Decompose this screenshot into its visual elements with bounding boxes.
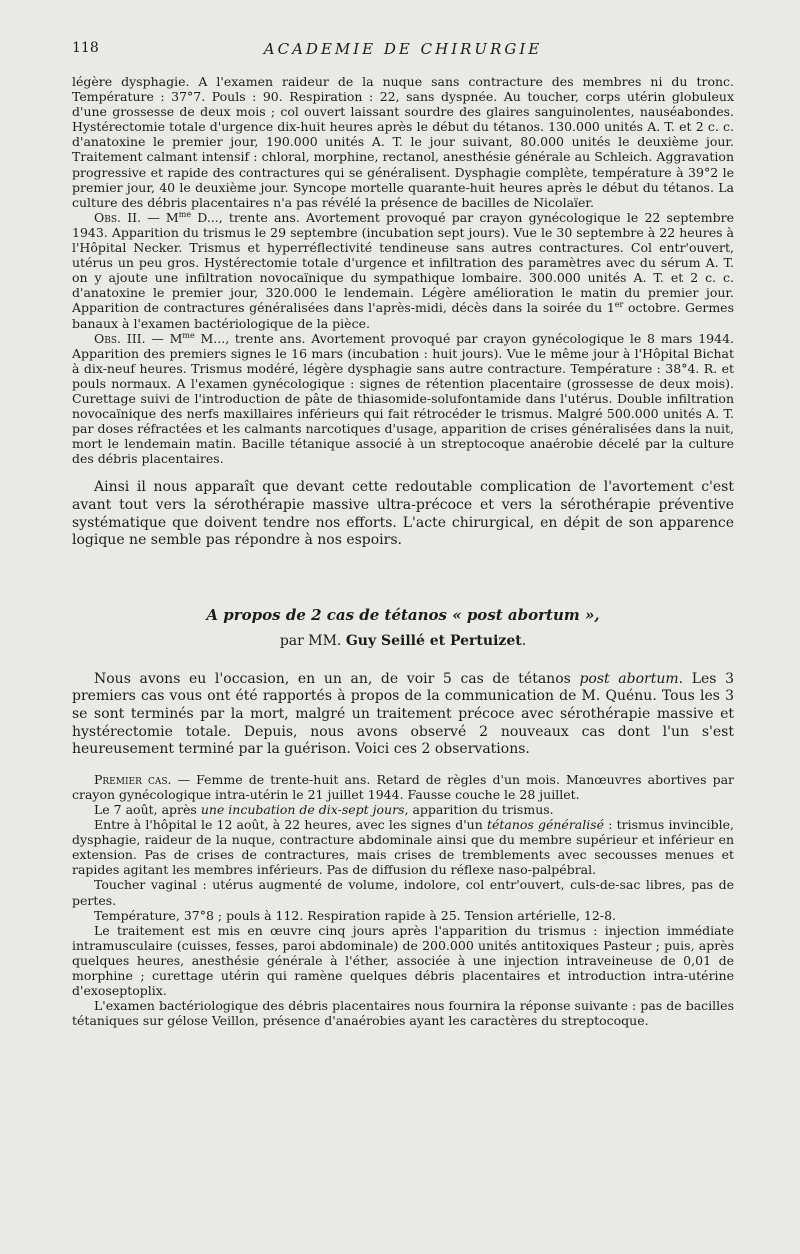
case-1-incubation: Le 7 août, après une incubation de dix-sept jours, apparition du trismus. (94, 801, 554, 817)
page-number: 118 (72, 40, 99, 56)
case-1-signs: Entre à l'hôpital le 12 août, à 22 heures, avec les signes d'un tétanos généralisé : trismus invincible, dysphagie, raideur de la nuque, contracture abdominale ainsi que du membre supérieur et inférieur en extension. Pas de crises de contractures, mais crises de tremblements avec secousses menues et rapides agitant les membres inférieurs. Pas de diffusion du réflexe naso-palpébral. (72, 817, 734, 878)
observation-2: Obs. II. — $M^{me}$ D..., trente ans. Avortement provoqué par crayon gynécologique le 22 septembre 1943. Apparition du trismus le 29 septembre (incubation sept jours). Vue le 30 septembre à 22 heures à l'Hôpital Necker. Trismus et hyperréflectivité tendineuse sans autres contractures. Col entr'ouvert, utérus un peu gros. Hystérectomie totale d'urgence et infiltration des paramètres avec du sérum A. T. on y ajoute une infiltration novocaïnique du sympathique lombaire. 300.000 unités A. T. et 2 c. c. d'anatoxine le premier jour, 320.000 le lendemain. Légère amélioration le matin du premier jour. Apparition de contractures généralisées dans l'après-midi, décès dans la soirée du 1er octobre. Germes banaux à l'examen bactériologique de la pièce. (72, 209, 735, 331)
author-names: Guy Seillé et Pertuizet (345, 632, 522, 649)
observation-2-label: Obs. II. (94, 209, 142, 225)
case-1-vitals: Température, 37°8 ; pouls à 112. Respiration rapide à 25. Tension artérielle, 12-8. (94, 907, 616, 923)
article-title: A propos de 2 cas de tétanos « post abortum », (206, 605, 600, 624)
case-continuation-paragraph: légère dysphagie. A l'examen raideur de la nuque sans contracture des membres ni du tronc. Température : 37°7. Pouls : 90. Respiration : 22, sans dyspnée. Au toucher, corps utérin globuleux d'une grossesse de deux mois ; col ouvert laissant sourdre des glaires sanguinolentes, nauséabondes. Hystérectomie totale d'urgence dix-huit heures après le début du tétanos. 130.000 unités A. T. et 2 c. c. d'anatoxine le premier jour, 190.000 unités A. T. le jour suivant, 80.000 unités le deuxième jour. Traitement calmant intensif : chloral, morphine, rectanol, anesthésie générale au Schleich. Aggravation progressive et rapide des contractures qui se généralisent. Dysphagie complète, température à 39°2 le premier jour, 40 le deuxième jour. Syncope mortelle quarante-huit heures après le début du tétanos. La culture des débris placentaires n'a pas révélé la présence de bacilles de Nicolaïer. (72, 74, 734, 210)
running-title: ACADEMIE DE CHIRURGIE (263, 40, 543, 58)
observation-3-label: Obs. III. (94, 330, 146, 346)
observation-3: Obs. III. — $M^{me}$ M..., trente ans. Avortement provoqué par crayon gynécologique le 8 mars 1944. Apparition des premiers signes le 16 mars (incubation : huit jours). Vue le même jour à l'Hôpital Bichat à dix-neuf heures. Trismus modéré, légère dysphagie sans autre contracture. Température : 38°4. R. et pouls normaux. A l'examen gynécologique : signes de rétention placentaire (grossesse de deux mois). Curettage suivi de l'introduction de pâte de thiasomide-solufontamide dans l'utérus. Double infiltration novocaïnique des nerfs maxillaires inférieurs qui fait rétrocéder le trismus. Malgré 500.000 unités A. T. par doses réfractées et les calmants narcotiques d'usage, apparition de crises généralisées dans la nuit, mort le lendemain matin. Bacille tétanique associé à un streptocoque anaérobie décelé par la culture des débris placentaires. (72, 330, 735, 467)
conclusion-paragraph: Ainsi il nous apparaît que devant cette redoutable complication de l'avortement c'est avant tout vers la sérothérapie massive ultra-précoce et vers la sérothérapie préventive systématique que doivent tendre nos efforts. L'acte chirurgical, en dépit de son apparence logique ne semble pas répondre à nos espoirs. (72, 479, 734, 549)
page-body (72, 74, 734, 1028)
case-1-bacteriology: L'examen bactériologique des débris placentaires nous fournira la réponse suivante : pas de bacilles tétaniques sur gélose Veillon, présence d'anaérobies ayant les caractères du streptocoque. (72, 998, 734, 1029)
case-1-vaginal-exam: Toucher vaginal : utérus augmenté de volume, indolore, col entr'ouvert, culs-de-sac libres, pas de pertes. (72, 877, 734, 908)
case-1-label: Premier cas. (94, 771, 172, 787)
case-1-treatment: Le traitement est mis en œuvre cinq jours après l'apparition du trismus : injection immédiate intramusculaire (cuisses, fesses, paroi abdominale) de 200.000 unités antitoxiques Pasteur ; puis, après quelques heures, anesthésie générale à l'éther, associée à une injection intraveineuse de 0,01 de morphine ; curettage utérin qui ramène quelques débris placentaires et introduction intra-utérine d'exoseptoplix. (72, 922, 734, 999)
article-authors: par MM. Guy Seillé et Pertuizet. (279, 632, 527, 649)
article-intro-paragraph: Nous avons eu l'occasion, en un an, de voir 5 cas de tétanos post abortum. Les 3 premiers cas vous ont été rapportés à propos de la communication de M. Quénu. Tous les 3 se sont terminés par la mort, malgré un traitement précoce avec sérothérapie massive et hystérectomie totale. Depuis, nous avons observé 2 nouveaux cas dont l'un s'est heureusement terminé par la guérison. Voici ces 2 observations. (72, 670, 734, 758)
page-header (72, 40, 734, 62)
case-1-paragraph: Premier cas. — Femme de trente-huit ans. Retard de règles d'un mois. Manœuvres abortives par crayon gynécologique intra-utérin le 21 juillet 1944. Fausse couche le 28 juillet. (72, 771, 735, 802)
